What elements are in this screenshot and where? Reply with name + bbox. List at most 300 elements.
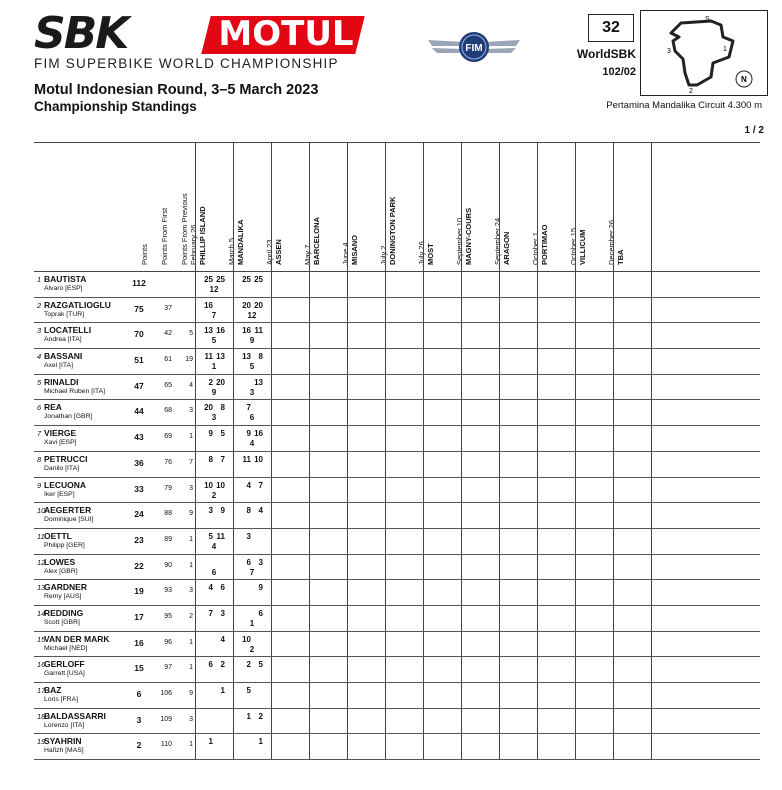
rider-firstname: Xavi [ESP] (44, 439, 77, 447)
superpole-race-points: 2 (249, 644, 255, 654)
race2-points: 6 (258, 608, 263, 618)
series-name: WorldSBK (576, 47, 636, 61)
column-divider (271, 478, 272, 503)
circuit-name: Pertamina Mandalika Circuit 4.300 m (606, 100, 762, 111)
column-divider (385, 580, 386, 605)
table-row (34, 452, 760, 478)
race1-points: 10 (204, 480, 213, 490)
column-divider (423, 580, 424, 605)
column-divider (461, 143, 462, 271)
column-divider (575, 426, 576, 451)
column-divider (613, 426, 614, 451)
rider-firstname: Loris [FRA] (44, 696, 78, 703)
rider-points: 51 (134, 355, 144, 366)
race2-points: 5 (258, 660, 263, 670)
points-from-first: 106 (160, 690, 172, 697)
column-divider (613, 400, 614, 425)
round-date: June 4 (341, 242, 350, 265)
column-divider (499, 400, 500, 425)
column-divider (575, 657, 576, 682)
round-header (265, 239, 283, 265)
rider-points: 19 (134, 586, 144, 597)
column-divider (613, 606, 614, 631)
table-row (34, 349, 760, 375)
race2-points: 3 (220, 608, 225, 618)
column-divider (575, 323, 576, 348)
column-divider (461, 323, 462, 348)
column-divider (461, 734, 462, 759)
column-divider (271, 349, 272, 374)
round-result-cell (195, 272, 233, 297)
round-header (379, 197, 397, 265)
race1-points: 4 (208, 583, 213, 593)
column-divider (195, 349, 196, 374)
race1-points: 8 (246, 506, 251, 516)
column-divider (461, 580, 462, 605)
rider-surname: REA (44, 402, 62, 413)
column-divider (461, 375, 462, 400)
column-divider (499, 529, 500, 554)
column-divider (271, 426, 272, 451)
column-divider (385, 683, 386, 708)
column-divider (271, 503, 272, 528)
column-divider (271, 272, 272, 297)
race2-points: 9 (258, 583, 263, 593)
points-from-previous: 1 (189, 741, 193, 749)
column-divider (385, 529, 386, 554)
column-divider (233, 580, 234, 605)
map-sector-1: 1 (723, 46, 727, 53)
column-divider (309, 400, 310, 425)
rider-position: 9 (37, 480, 42, 490)
round-header (531, 225, 549, 265)
column-divider (385, 400, 386, 425)
rider-position: 3 (37, 326, 42, 336)
column-divider (651, 503, 652, 528)
race2-points: 7 (258, 480, 263, 490)
rider-position: 12 (37, 557, 46, 567)
column-divider (461, 478, 462, 503)
column-divider (271, 734, 272, 759)
column-divider (385, 298, 386, 323)
column-divider (385, 375, 386, 400)
points-from-previous: 9 (189, 510, 193, 518)
race1-points: 4 (246, 480, 251, 490)
rider-position: 15 (37, 634, 46, 644)
column-divider (461, 272, 462, 297)
column-divider (613, 503, 614, 528)
race1-points: 20 (242, 300, 251, 310)
rider-points: 24 (134, 509, 144, 520)
column-divider (575, 375, 576, 400)
column-divider (347, 323, 348, 348)
column-divider (385, 606, 386, 631)
column-divider (575, 452, 576, 477)
rider-firstname: Jonathan [GBR] (44, 413, 93, 421)
rider-points: 6 (136, 689, 142, 699)
rider-surname: PETRUCCI (44, 453, 88, 464)
column-divider (195, 709, 196, 734)
column-divider (233, 298, 234, 323)
round-date: October 15 (569, 227, 578, 265)
round-header (189, 206, 207, 265)
column-divider (499, 555, 500, 580)
column-divider (537, 452, 538, 477)
column-divider (195, 452, 196, 477)
column-divider (309, 272, 310, 297)
race1-points: 5 (208, 531, 213, 541)
column-divider (499, 375, 500, 400)
round-number: 32 (588, 14, 634, 42)
points-from-previous: 1 (189, 535, 193, 543)
column-divider (385, 632, 386, 657)
column-divider (613, 349, 614, 374)
column-divider (347, 298, 348, 323)
rider-firstname: Toprak [TUR] (44, 310, 85, 318)
round-result-cell (233, 529, 271, 554)
rider-points: 47 (134, 380, 144, 391)
rider-position: 8 (37, 454, 42, 464)
points-from-first: 110 (160, 741, 172, 749)
rider-firstname: Andrea [ITA] (44, 336, 82, 344)
rider-surname: LECUONA (44, 479, 87, 490)
column-divider (651, 143, 652, 271)
round-result-cell (233, 323, 271, 348)
column-divider (613, 529, 614, 554)
map-sector-3: 3 (667, 48, 671, 55)
column-divider (499, 657, 500, 682)
column-divider (195, 426, 196, 451)
column-divider (575, 272, 576, 297)
round-header (455, 208, 473, 265)
race2-points: 16 (254, 429, 263, 439)
round-result-cell (195, 555, 233, 580)
column-divider (461, 426, 462, 451)
round-header (607, 220, 625, 265)
rider-points: 2 (136, 740, 142, 751)
round-date: October 1 (531, 232, 540, 265)
round-result-cell (233, 555, 271, 580)
race2-points: 11 (254, 326, 263, 336)
column-divider (537, 657, 538, 682)
race1-points: 13 (204, 326, 213, 336)
column-divider (537, 375, 538, 400)
column-divider (499, 272, 500, 297)
points-from-first: 42 (164, 330, 172, 338)
race2-points: 2 (220, 660, 225, 670)
column-divider (195, 734, 196, 759)
round-result-cell (233, 272, 271, 297)
column-divider (385, 734, 386, 759)
column-divider (347, 143, 348, 271)
column-divider (233, 734, 234, 759)
rider-points: 75 (134, 303, 144, 314)
points-from-previous: 3 (189, 587, 193, 595)
rider-firstname: Danilo [ITA] (44, 464, 80, 472)
race1-points: 1 (246, 711, 251, 721)
table-row (34, 657, 760, 683)
race2-points: 4 (258, 506, 263, 516)
round-venue: BARCELONA (312, 217, 321, 265)
column-divider (499, 580, 500, 605)
race1-points: 5 (246, 686, 251, 695)
round-result-cell (195, 298, 233, 323)
championship-name: FIM SUPERBIKE WORLD CHAMPIONSHIP (34, 56, 339, 71)
superpole-race-points: 7 (211, 310, 217, 320)
round-date: February 26 (189, 224, 198, 265)
rider-position: 13 (37, 583, 46, 593)
column-divider (271, 143, 272, 271)
rider-points: 44 (134, 406, 144, 417)
race1-points: 6 (208, 660, 213, 670)
rider-surname: RINALDI (44, 376, 79, 387)
column-divider (461, 606, 462, 631)
rider-position: 2 (37, 300, 42, 310)
table-row (34, 529, 760, 555)
column-divider (385, 657, 386, 682)
race1-points: 6 (246, 557, 251, 567)
column-divider (423, 478, 424, 503)
race1-points: 2 (246, 660, 251, 670)
rider-surname: VAN DER MARK (44, 633, 110, 644)
round-result-cell (195, 426, 233, 451)
column-divider (651, 298, 652, 323)
column-divider (309, 478, 310, 503)
round-date: July 2 (379, 245, 388, 265)
column-divider (347, 632, 348, 657)
column-divider (461, 555, 462, 580)
table-row (34, 400, 760, 426)
column-divider (423, 555, 424, 580)
column-divider (537, 606, 538, 631)
round-venue: ARAGON (502, 231, 511, 265)
column-divider (347, 555, 348, 580)
column-divider (423, 503, 424, 528)
table-row (34, 323, 760, 349)
column-divider (613, 272, 614, 297)
column-divider (195, 632, 196, 657)
page-number: 1 / 2 (744, 125, 764, 136)
column-divider (309, 375, 310, 400)
race2-points: 6 (220, 583, 225, 593)
column-divider (347, 709, 348, 734)
column-divider (233, 606, 234, 631)
column-divider (575, 143, 576, 271)
round-result-cell (195, 400, 233, 425)
motul-logo-text: MOTUL (218, 14, 354, 54)
race2-points: 2 (258, 711, 263, 721)
points-from-previous: 1 (189, 433, 193, 441)
column-divider (499, 503, 500, 528)
column-divider (271, 400, 272, 425)
map-sector-2: 2 (689, 88, 693, 94)
race2-points: 5 (220, 429, 225, 439)
column-divider (309, 349, 310, 374)
round-result-cell (233, 426, 271, 451)
rider-surname: VIERGE (44, 428, 77, 439)
column-divider (309, 298, 310, 323)
column-divider (461, 503, 462, 528)
standings-rows (34, 272, 760, 760)
points-from-previous: 2 (189, 612, 193, 620)
column-divider (385, 323, 386, 348)
fim-logo-text: FIM (465, 43, 483, 54)
rider-firstname: Hafizh [MAS] (44, 747, 84, 755)
column-divider (499, 452, 500, 477)
column-divider (347, 503, 348, 528)
column-divider (423, 709, 424, 734)
column-divider (575, 632, 576, 657)
column-divider (271, 632, 272, 657)
column-divider (233, 709, 234, 734)
column-divider (195, 683, 196, 708)
race2-points: 10 (254, 454, 263, 464)
column-divider (423, 632, 424, 657)
rider-firstname: Alex [GBR] (44, 567, 78, 575)
rider-surname: BAZ (44, 685, 62, 695)
column-divider (309, 426, 310, 451)
points-from-first: 97 (164, 664, 172, 672)
column-divider (651, 657, 652, 682)
column-divider (499, 632, 500, 657)
column-divider (613, 555, 614, 580)
table-row (34, 683, 760, 709)
table-row (34, 426, 760, 452)
rider-firstname: Dominique [SUI] (44, 516, 94, 524)
race1-points: 3 (246, 531, 251, 541)
column-divider (651, 555, 652, 580)
column-divider (499, 349, 500, 374)
rider-firstname: Scott [GBR] (44, 618, 80, 626)
circuit-map-icon (641, 11, 766, 94)
column-divider (233, 478, 234, 503)
column-divider (537, 555, 538, 580)
column-divider (575, 606, 576, 631)
column-divider (613, 143, 614, 271)
points-from-first: 96 (164, 638, 172, 646)
round-header (569, 228, 587, 265)
round-result-cell (195, 323, 233, 348)
round-result-cell (233, 657, 271, 682)
column-divider (271, 657, 272, 682)
race2-points: 25 (216, 275, 225, 284)
column-divider (233, 400, 234, 425)
column-divider (233, 349, 234, 374)
points-from-first: 89 (164, 535, 172, 543)
column-divider (575, 349, 576, 374)
table-row (34, 503, 760, 529)
column-divider (537, 529, 538, 554)
rider-points: 112 (132, 278, 146, 288)
column-divider (309, 529, 310, 554)
rider-surname: LOWES (44, 556, 76, 567)
column-divider (233, 452, 234, 477)
column-divider (309, 709, 310, 734)
column-divider (423, 400, 424, 425)
rider-points: 15 (134, 663, 144, 674)
column-divider (575, 734, 576, 759)
race1-points: 25 (242, 275, 251, 284)
column-divider (309, 143, 310, 271)
column-divider (309, 323, 310, 348)
column-divider (195, 606, 196, 631)
column-divider (271, 580, 272, 605)
points-from-previous: 19 (185, 356, 193, 364)
round-venue: MAGNY-COURS (464, 207, 473, 265)
superpole-race-points: 1 (211, 362, 217, 372)
column-divider (385, 349, 386, 374)
column-divider (575, 400, 576, 425)
column-divider (423, 298, 424, 323)
rider-firstname: Michael Ruben [ITA] (44, 387, 106, 395)
column-divider (575, 683, 576, 708)
rider-position: 1 (37, 275, 42, 284)
column-divider (651, 272, 652, 297)
column-divider (651, 632, 652, 657)
table-row (34, 555, 760, 581)
rider-position: 17 (37, 686, 46, 695)
rider-firstname: Philipp [GER] (44, 541, 85, 549)
rider-firstname: Garrett [USA] (44, 670, 85, 678)
round-date: September 10 (455, 217, 464, 265)
column-divider (309, 580, 310, 605)
round-result-cell (195, 734, 233, 759)
column-divider (195, 400, 196, 425)
round-result-cell (233, 632, 271, 657)
round-venue: ASSEN (274, 239, 283, 265)
column-divider (461, 709, 462, 734)
column-divider (499, 683, 500, 708)
column-divider (347, 478, 348, 503)
column-divider (499, 606, 500, 631)
column-divider (575, 503, 576, 528)
column-divider (499, 478, 500, 503)
round-result-cell (233, 734, 271, 759)
race1-points: 7 (246, 403, 251, 413)
column-divider (461, 632, 462, 657)
column-divider (613, 452, 614, 477)
column-divider (385, 452, 386, 477)
round-result-cell (195, 503, 233, 528)
column-divider (461, 349, 462, 374)
round-date: March 5 (227, 237, 236, 265)
column-divider (537, 426, 538, 451)
column-divider (195, 143, 196, 271)
column-divider (271, 709, 272, 734)
rider-position: 11 (37, 531, 45, 541)
column-divider (499, 323, 500, 348)
race2-points: 1 (220, 686, 225, 695)
column-divider (461, 298, 462, 323)
round-header (303, 217, 321, 265)
rider-position: 14 (37, 608, 46, 618)
superpole-race-points: 2 (211, 490, 217, 500)
column-divider (347, 272, 348, 297)
column-divider (613, 632, 614, 657)
round-result-cell (233, 606, 271, 631)
column-divider (233, 323, 234, 348)
superpole-race-points: 12 (209, 285, 219, 294)
round-date: April 23 (265, 239, 274, 265)
column-divider (309, 632, 310, 657)
race2-points: 9 (220, 506, 225, 516)
column-divider (651, 323, 652, 348)
race1-points: 3 (208, 506, 213, 516)
column-divider (309, 657, 310, 682)
race1-points: 11 (204, 352, 213, 362)
round-header (227, 220, 245, 265)
round-venue: VILLICUM (578, 229, 587, 265)
